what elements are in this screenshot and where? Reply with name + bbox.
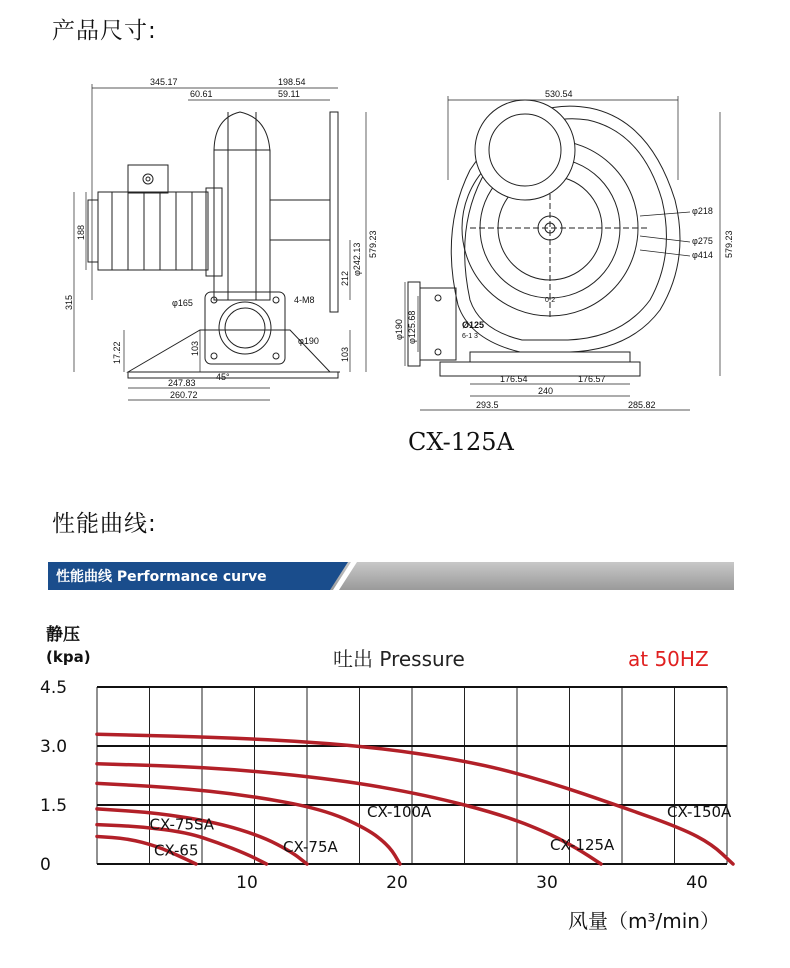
dim-front-14: 285.82 [628,400,656,410]
curve-label-cx-150a: CX-150A [667,802,732,821]
y-axis-label-cn: 静压 [46,625,80,645]
dim-side-8: φ242.13 [352,242,362,276]
y-tick-label: 1.5 [40,796,68,816]
dim-front-5: φ190 [394,319,404,340]
dim-front-13: 293.5 [476,400,499,410]
dim-side-0: 345.17 [150,77,178,87]
dim-side-9: 579.23 [368,230,378,258]
y-tick-label: 0 [40,855,51,875]
chart-grid [97,687,727,864]
dim-side-5: 315 [64,294,74,310]
y-axis-unit: (kpa) [46,648,91,666]
y-tick-label: 3.0 [40,737,68,757]
x-tick-label: 20 [386,873,408,893]
front-view-outline [408,100,680,376]
dim-side-3: 59.11 [278,89,300,99]
dimension-drawing [0,60,790,425]
dim-front-6: φ125.68 [407,310,417,344]
dim-front-10: 176.54 [500,374,528,384]
dimensions-section-title: 产品尺寸: [52,18,157,44]
x-tick-label: 10 [236,873,258,893]
dim-front-0: 530.54 [545,89,573,99]
curve-label-cx-75a: CX-75A [283,838,338,857]
dim-front-11: 176.57 [578,374,606,384]
model-label: CX-125A [408,428,514,456]
dim-side-15: 45° [216,372,230,382]
dim-side-7: 212 [340,270,350,286]
dim-side-10: 4-M8 [294,295,315,305]
chart-title: 吐出 Pressure [333,647,465,671]
curve-label-cx-75sa: CX-75SA [149,815,215,834]
y-tick-label: 4.5 [40,678,68,698]
dim-side-13: 103 [190,340,200,356]
dim-side-6: 17.22 [112,341,122,364]
dim-front-12: 240 [538,386,554,396]
curve-label-cx-100a: CX-100A [367,802,432,821]
dim-side-1: 198.54 [278,77,306,87]
x-tick-label: 30 [536,873,558,893]
dim-side-11: φ165 [172,298,193,308]
curve-label-cx-65: CX-65 [154,841,199,860]
dim-front-4: 579.23 [724,230,734,258]
dim-side-17: 260.72 [170,390,198,400]
curve-label-cx-125a: CX-125A [550,836,615,855]
curve-cx-100a [97,783,400,864]
dim-front-8: 6-1 3 [462,333,478,340]
dim-front-7: Ø125 [462,320,485,330]
frequency-note: at 50HZ [628,647,709,671]
dim-side-2: 60.61 [190,89,213,99]
performance-banner [48,562,734,590]
dim-front-3: φ414 [692,250,713,260]
dim-front-2: φ275 [692,236,713,246]
dim-side-12: φ190 [298,336,319,346]
performance-section-title: 性能曲线: [52,511,157,537]
x-axis-label: 风量（m³/min） [568,909,720,933]
x-tick-label: 40 [686,873,708,893]
dim-side-4: 188 [76,224,86,240]
dim-side-14: 103 [340,346,350,362]
dim-side-16: 247.83 [168,378,196,388]
performance-chart [0,620,790,968]
banner-text: 性能曲线 Performance curve [56,569,267,585]
dim-front-9: 0-2 [545,297,556,304]
dim-front-1: φ218 [692,206,713,216]
